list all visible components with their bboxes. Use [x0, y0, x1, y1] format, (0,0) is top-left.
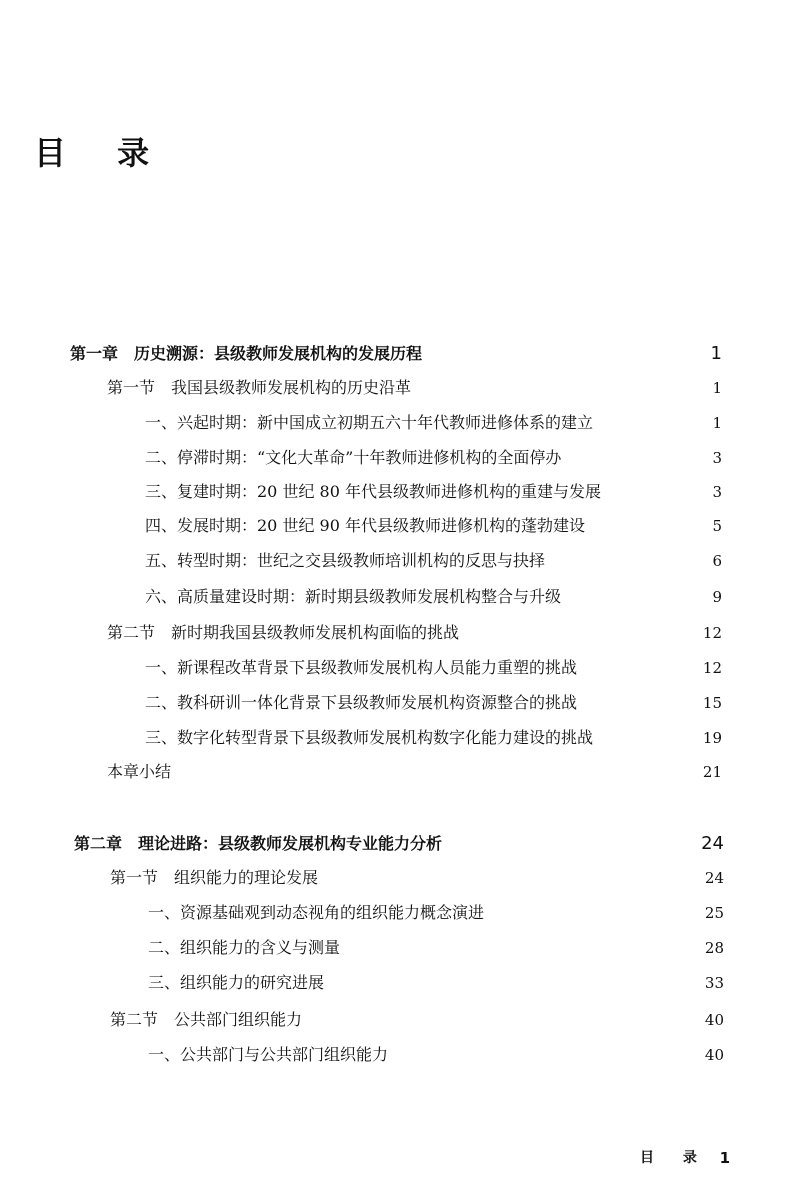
toc-chapter-1[interactable] — [70, 339, 722, 369]
footer-running-title: 目 录 — [640, 1150, 709, 1166]
page-title: 目 录 — [34, 134, 170, 172]
toc-page-number: 19 — [702, 729, 722, 747]
toc-item-label: 二、停滞时期：“文化大革命”十年教师进修机构的全面停办 — [145, 448, 562, 467]
toc-page-number: 1 — [712, 379, 722, 397]
toc-page-number: 3 — [712, 449, 722, 467]
toc-page-number: 24 — [701, 833, 724, 854]
toc-item-1-1-2[interactable] — [145, 443, 722, 473]
toc-item-label: 一、兴起时期：新中国成立初期五六十年代教师进修体系的建立 — [145, 413, 594, 432]
toc-chapter-summary[interactable] — [107, 757, 722, 787]
toc-item-label: 三、数字化转型背景下县级教师发展机构数字化能力建设的挑战 — [145, 728, 594, 747]
toc-item-2-2-1[interactable] — [148, 1040, 724, 1070]
toc-item-2-1-3[interactable] — [148, 968, 724, 998]
toc-item-label: 五、转型时期：世纪之交县级教师培训机构的反思与抉择 — [145, 551, 546, 570]
toc-page-number: 24 — [704, 869, 724, 887]
toc-chapter-label: 第二章 理论进路：县级教师发展机构专业能力分析 — [74, 834, 443, 853]
toc-page-number: 1 — [710, 343, 722, 364]
toc-item-1-1-1[interactable] — [145, 408, 722, 438]
toc-page-number: 40 — [704, 1046, 724, 1064]
toc-page-number: 28 — [704, 939, 724, 957]
page-footer — [640, 1146, 730, 1170]
toc-chapter-label: 第一章 历史溯源：县级教师发展机构的发展历程 — [70, 344, 423, 363]
toc-item-1-2-2[interactable] — [145, 688, 722, 718]
toc-page-number: 6 — [712, 552, 722, 570]
toc-item-2-1-2[interactable] — [148, 933, 724, 963]
toc-section-2-2[interactable] — [110, 1005, 724, 1035]
toc-section-label: 第二节 新时期我国县级教师发展机构面临的挑战 — [107, 623, 460, 642]
toc-section-label: 第二节 公共部门组织能力 — [110, 1010, 303, 1029]
toc-item-1-1-6[interactable] — [145, 582, 722, 612]
toc-item-2-1-1[interactable] — [148, 898, 724, 928]
toc-item-1-1-3[interactable] — [145, 477, 722, 507]
toc-item-label: 四、发展时期：20 世纪 90 年代县级教师进修机构的蓬勃建设 — [145, 516, 585, 535]
toc-item-label: 二、组织能力的含义与测量 — [148, 938, 341, 957]
toc-page-number: 9 — [712, 588, 722, 606]
toc-section-1-2[interactable] — [107, 618, 722, 648]
toc-section-2-1[interactable] — [110, 863, 724, 893]
toc-page-number: 12 — [702, 659, 722, 677]
toc-page-number: 1 — [712, 414, 722, 432]
toc-item-1-2-3[interactable] — [145, 723, 722, 753]
toc-page-number: 15 — [702, 694, 722, 712]
toc-item-label: 一、资源基础观到动态视角的组织能力概念演进 — [148, 903, 485, 922]
toc-section-label: 本章小结 — [107, 762, 172, 781]
toc-item-label: 一、新课程改革背景下县级教师发展机构人员能力重塑的挑战 — [145, 658, 578, 677]
toc-item-label: 六、高质量建设时期：新时期县级教师发展机构整合与升级 — [145, 587, 562, 606]
toc-section-1-1[interactable] — [107, 373, 722, 403]
toc-item-label: 二、教科研训一体化背景下县级教师发展机构资源整合的挑战 — [145, 693, 578, 712]
toc-page-number: 40 — [704, 1011, 724, 1029]
toc-chapter-2[interactable] — [74, 829, 724, 859]
toc-item-1-2-1[interactable] — [145, 653, 722, 683]
toc-section-label: 第一节 组织能力的理论发展 — [110, 868, 319, 887]
toc-section-label: 第一节 我国县级教师发展机构的历史沿革 — [107, 378, 412, 397]
toc-page-number: 25 — [704, 904, 724, 922]
toc-item-label: 三、组织能力的研究进展 — [148, 973, 325, 992]
toc-page-number: 12 — [702, 624, 722, 642]
toc-page-number: 33 — [704, 974, 724, 992]
toc-page-number: 21 — [702, 763, 722, 781]
toc-item-label: 三、复建时期：20 世纪 80 年代县级教师进修机构的重建与发展 — [145, 482, 601, 501]
toc-item-label: 一、公共部门与公共部门组织能力 — [148, 1045, 389, 1064]
toc-item-1-1-5[interactable] — [145, 546, 722, 576]
toc-item-1-1-4[interactable] — [145, 511, 722, 541]
toc-page-number: 5 — [712, 517, 722, 535]
footer-page-number: 1 — [719, 1149, 730, 1167]
toc-page-number: 3 — [712, 483, 722, 501]
